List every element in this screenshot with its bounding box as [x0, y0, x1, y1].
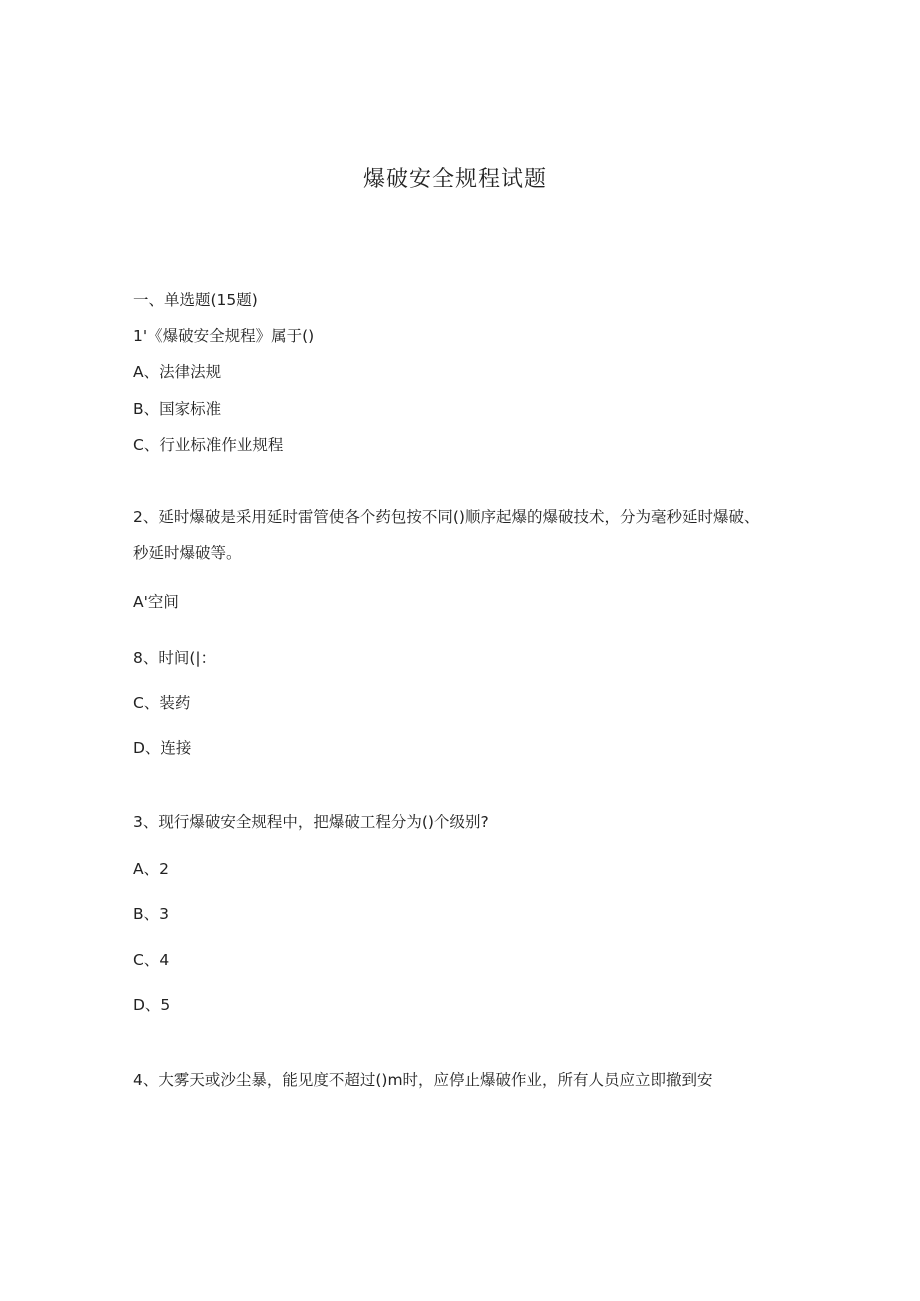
question-2-option-d: D、连接: [133, 739, 192, 757]
question-2-option-c: C、装药: [133, 694, 191, 712]
question-2-option-b: 8、时间(|：: [133, 649, 217, 667]
question-4-stem: 4、大雾天或沙尘暴，能见度不超过()m时，应停止爆破作业，所有人员应立即撤到安: [133, 1071, 713, 1089]
question-3-option-b: B、3: [133, 905, 169, 923]
question-1-option-a: A、法律法规: [133, 363, 222, 381]
question-3-option-d: D、5: [133, 996, 171, 1014]
question-1-option-b: B、国家标准: [133, 400, 222, 418]
section-heading: 一、单选题(15题): [133, 291, 258, 309]
question-3-option-a: A、2: [133, 860, 169, 878]
question-2-option-a: A'空间: [133, 593, 179, 611]
question-3-option-c: C、4: [133, 951, 170, 969]
question-3-stem: 3、现行爆破安全规程中，把爆破工程分为()个级别?: [133, 813, 489, 831]
question-1-option-c: C、行业标准作业规程: [133, 436, 284, 454]
question-1-stem: 1'《爆破安全规程》属于(): [133, 327, 315, 345]
question-2-stem: 2、延时爆破是采用延时雷管使各个药包按不同()顺序起爆的爆破技术，分为毫秒延时爆破、秒延时爆破等。: [133, 508, 760, 562]
page-title: 爆破安全规程试题: [362, 167, 547, 192]
